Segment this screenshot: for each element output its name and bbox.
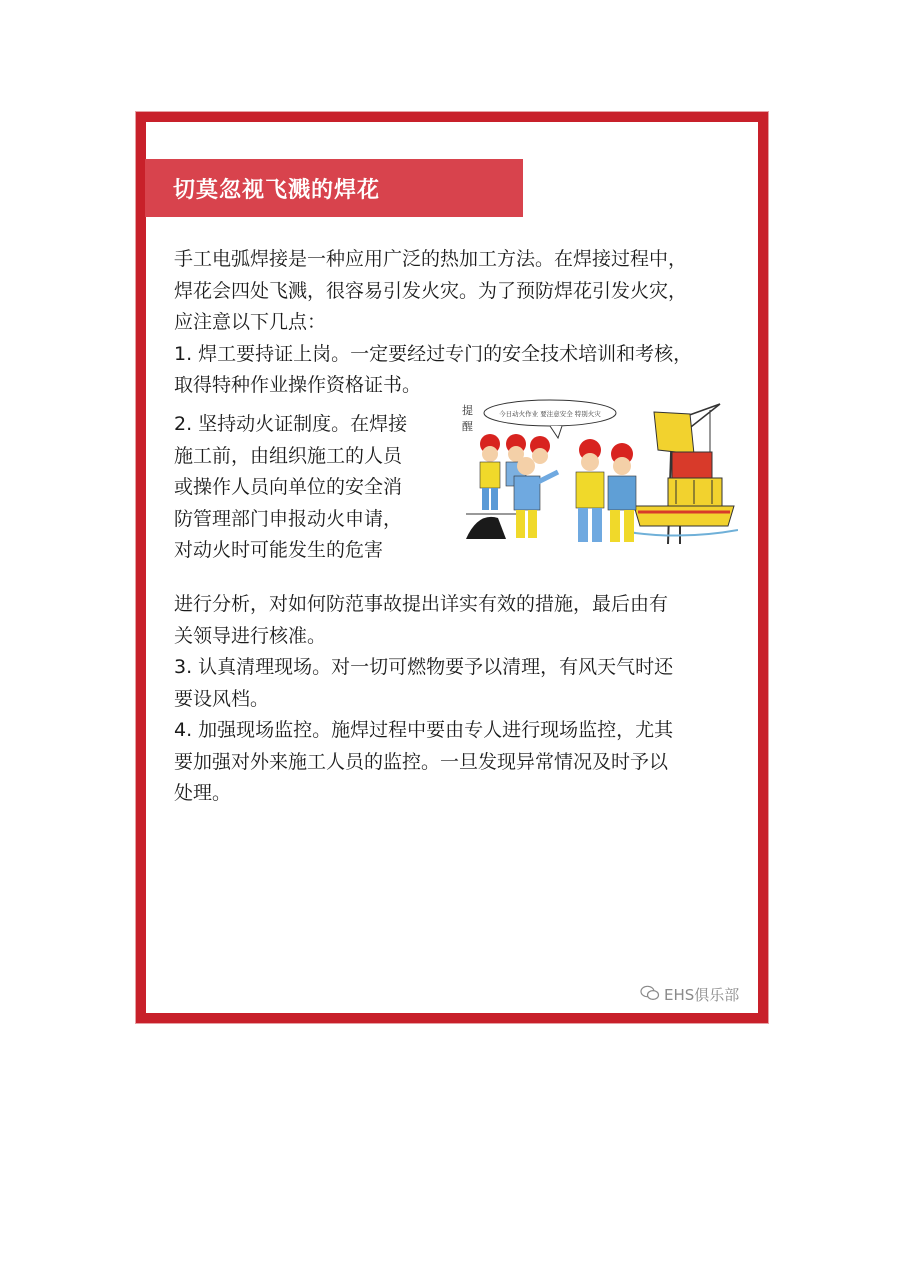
text-line: 要设风档。: [174, 687, 270, 710]
page-title: 切莫忽视飞溅的焊花: [173, 177, 381, 203]
title-banner: [145, 159, 523, 217]
intro-paragraph: [174, 244, 754, 402]
wechat-icon: [640, 985, 660, 1005]
text-line: 4. 加强现场监控。施焊过程中要由专人进行现场监控，尤其: [174, 719, 674, 741]
point-2-paragraph: [174, 409, 464, 567]
remaining-paragraphs: [174, 589, 754, 810]
text-line: 施工前，由组织施工的人员: [174, 444, 403, 467]
speech-bubble-text: 今日动火作业 要注意安全 特别火灾: [499, 410, 601, 418]
text-line: 1. 焊工要持证上岗。一定要经过专门的安全技术培训和考核，: [174, 342, 693, 365]
text-line: 或操作人员向单位的安全消: [174, 476, 403, 498]
text-line: 处理。: [174, 782, 232, 804]
text-line: 关领导进行核准。: [174, 624, 327, 647]
text-line: 3. 认真清理现场。对一切可燃物要予以清理，有风天气时还: [174, 656, 674, 678]
text-line: 应注意以下几点：: [174, 311, 327, 333]
text-line: 2. 坚持动火证制度。在焊接: [174, 413, 408, 435]
text-line: 进行分析，对如何防范事故提出详实有效的措施，最后由有: [174, 593, 669, 615]
text-line: 对动火时可能发生的危害: [174, 539, 384, 561]
illustration-side-label-2: 醒: [462, 420, 473, 433]
welding-workers-illustration: [458, 394, 738, 552]
text-line: 防管理部门申报动火申请，: [174, 507, 403, 530]
text-line: 焊花会四处飞溅，很容易引发火灾。为了预防焊花引发火灾，: [174, 279, 688, 302]
text-line: 要加强对外来施工人员的监控。一旦发现异常情况及时予以: [174, 750, 669, 773]
text-line: 取得特种作业操作资格证书。: [174, 374, 422, 396]
text-line: 手工电弧焊接是一种应用广泛的热加工方法。在焊接过程中，: [174, 248, 688, 270]
source-watermark: [640, 984, 739, 1005]
illustration-side-label-1: 提: [462, 404, 473, 417]
watermark-text: EHS俱乐部: [664, 986, 740, 1004]
